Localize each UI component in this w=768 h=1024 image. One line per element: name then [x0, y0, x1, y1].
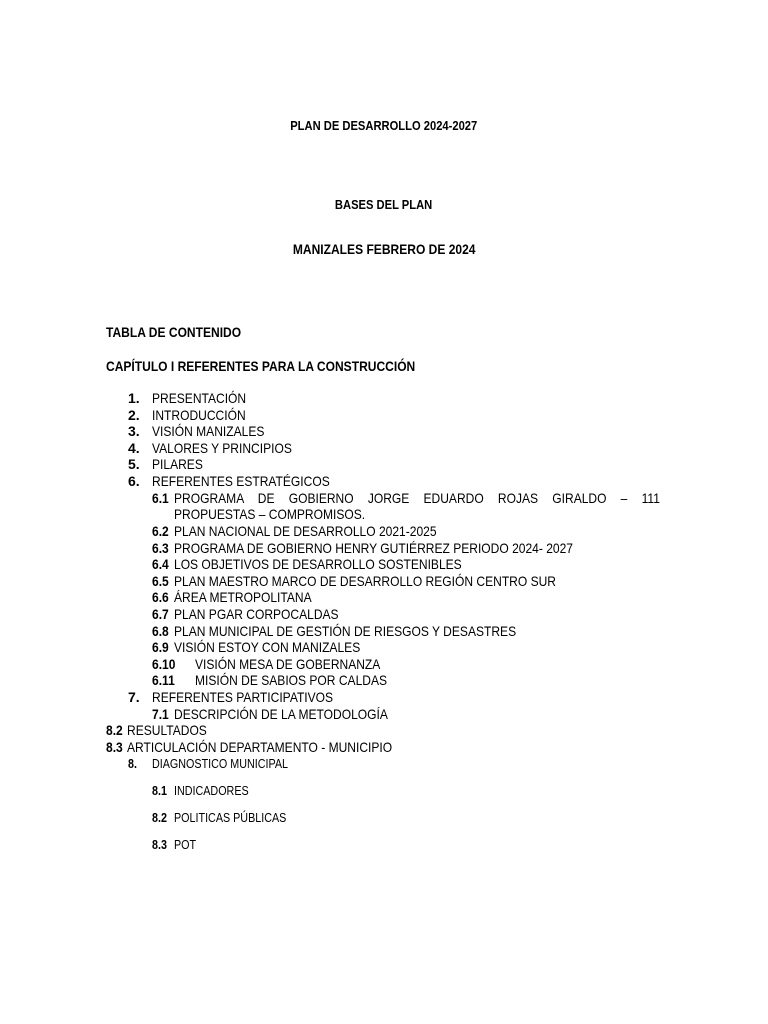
toc-heading: TABLA DE CONTENIDO: [106, 324, 242, 340]
document-title: PLAN DE DESARROLLO 2024-2027: [290, 118, 478, 133]
document-subtitle: BASES DEL PLAN: [335, 197, 433, 212]
document-place-date: MANIZALES FEBRERO DE 2024: [292, 241, 476, 257]
chapter-heading: CAPÍTULO I REFERENTES PARA LA CONSTRUCCIÓN: [106, 358, 416, 374]
document-page: PLAN DE DESARROLLO 2024-2027 BASES DEL PLAN MANIZALES FEBRERO DE 2024 TABLA DE CONTENIDO CAPÍTULO I REFERENTES PARA LA CONSTRUCCIÓN 1. PRESENTACIÓN 2. INTRODUCCIÓN 3. VISIÓN MANIZALES 4. VALORES Y PRINCIPIOS 5. PILARES 6. REFERENTES ESTRATÉGICOS 6.1 PROGRAMA DE GOBIERNO JORGE EDUARDO ROJAS GIRALDO – 111 PROPUESTAS – COMPROMISOS. 6.2 PLAN NACIONAL DE DESARROLLO 2021-2025 6.3 PROGRAMA DE GOBIERNO HENRY GUTIÉRREZ PERIODO 2024- 2027 6.4 LOS OBJETIVOS DE DESARROLLO SOSTENIBLES 6.5 PLAN MAESTRO MARCO DE DESARROLLO REGIÓN CENTRO SUR 6.6 ÁREA METROPOLITANA 6.7 PLAN PGAR CORPOCALDAS 6.8 PLAN MUNICIPAL DE GESTIÓN DE RIESGOS Y DESASTRES 6.9 VISIÓN ESTOY CON MANIZALES 6.10 VISIÓN MESA DE GOBERNANZA 6.11 MISIÓN DE SABIOS POR CALDAS 7. REFERENTES PARTICIPATIVOS 7.1 DESCRIPCIÓN DE LA METODOLOGÍA 8.2 RESULTADOS 8.3 ARTICULACIÓN DEPARTAMENTO - MUNICIPIO 8. DIAGNOSTICO MUNICIPAL 8.1 INDICADORES 8.2 POLITICAS PÚBLICAS 8.3 POT: [0, 0, 768, 1024]
